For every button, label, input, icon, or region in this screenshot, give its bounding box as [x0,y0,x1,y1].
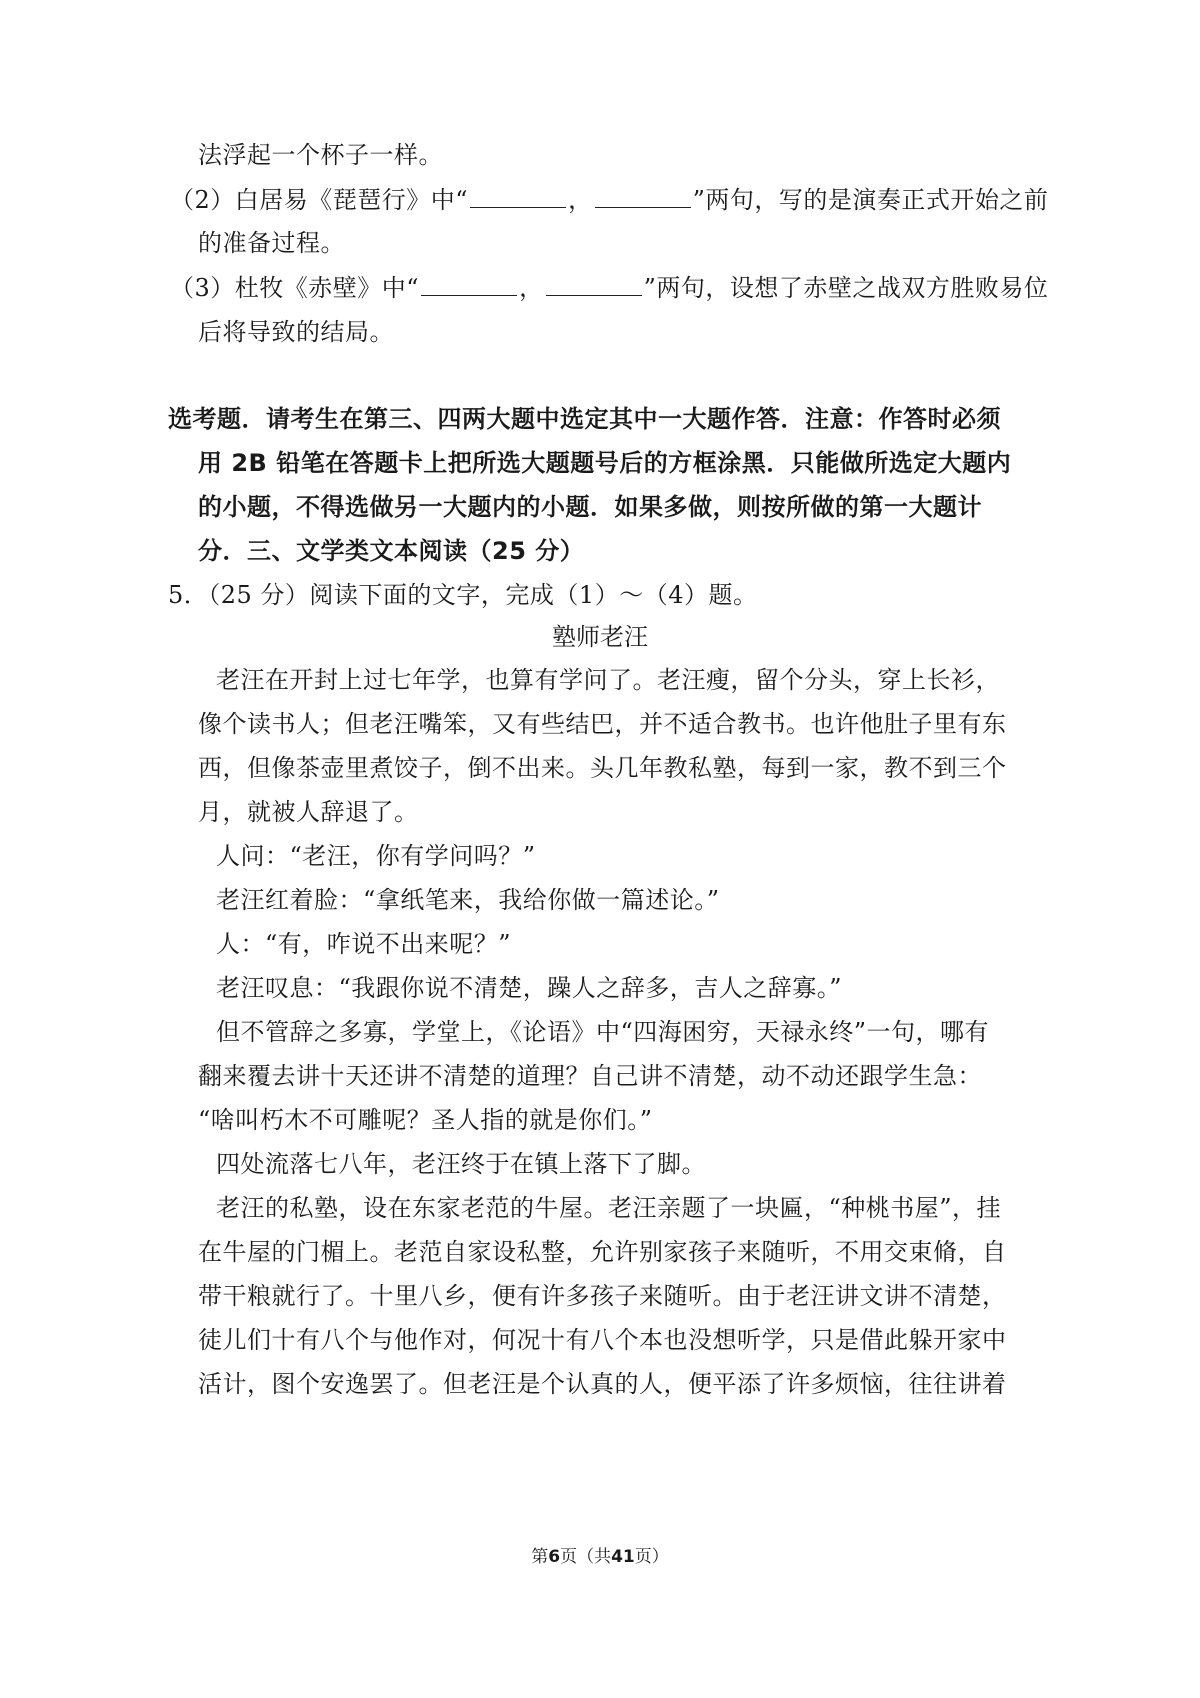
article-line: 活计，图个安逸罢了。但老汪是个认真的人，便平添了许多烦恼，往往讲着 [198,1370,1007,1398]
article-line: 老汪的私塾，设在东家老范的牛屋。老汪亲题了一块匾，“种桃书屋”，挂 [216,1194,1002,1222]
article-line: 老汪红着脸：“拿纸笔来，我给你做一篇述论。” [216,886,720,914]
article-line: 月，就被人辞退了。 [198,798,419,826]
article-line: 像个读书人；但老汪嘴笨，又有些结巴，并不适合教书。也许他肚子里有东 [198,710,1007,738]
section-heading: 分．三、文学类文本阅读（25 分） [198,537,585,565]
answer-blank[interactable] [421,273,517,296]
article-title: 塾师老汪 [552,623,648,651]
article-line: 人问：“老汪，你有学问吗？” [216,842,536,870]
answer-blank[interactable] [470,185,566,208]
total-page-count: 41 [611,1547,635,1567]
article-line: 四处流落七八年，老汪终于在镇上落下了脚。 [216,1150,706,1178]
article-line: 在牛屋的门楣上。老范自家设私整，允许别家孩子来随听，不用交束脩，自 [198,1238,1007,1266]
section-instruction-line: 的小题，不得选做另一大题内的小题．如果多做，则按所做的第一大题计 [198,493,982,521]
article-line: 翻来覆去讲十天还讲不清楚的道理？自己讲不清楚，动不动还跟学生急： [198,1062,982,1090]
question-3-number: （3） [170,274,235,302]
current-page-number: 6 [548,1547,561,1567]
continued-line: 法浮起一个杯子一样。 [198,141,443,169]
question-5-prompt: 5．（25 分）阅读下面的文字，完成（1）～（4）题。 [168,581,758,609]
comma: ， [519,274,544,302]
question-3-prefix: 杜牧《赤壁》中“ [234,274,420,302]
question-3-line-1 [170,271,1048,305]
article-line: 徒儿们十有八个与他作对，何况十有八个本也没想听学，只是借此躲开家中 [198,1326,1007,1354]
article-line: 老汪叹息：“我跟你说不清楚，躁人之辞多，吉人之辞寡。” [216,974,843,1002]
footer-middle: 页（共 [560,1547,612,1567]
section-instruction-line: 选考题．请考生在第三、四两大题中选定其中一大题作答．注意：作答时必须 [168,405,1001,433]
question-3-suffix: ”两句，设想了赤壁之战双方胜败易位 [643,274,1049,302]
comma: ， [568,186,593,214]
answer-blank[interactable] [595,185,691,208]
page-footer [0,1545,1200,1569]
article-line: 西，但像茶壶里煮饺子，倒不出来。头几年教私塾，每到一家，教不到三个 [198,754,1007,782]
question-2-line-1 [170,183,1048,217]
footer-prefix: 第 [531,1547,549,1567]
footer-suffix: 页） [634,1547,669,1567]
answer-blank[interactable] [546,273,642,296]
article-line: “啥叫朽木不可雕呢？圣人指的就是你们。” [198,1106,653,1134]
section-instruction-line: 用 2B 铅笔在答题卡上把所选大题题号后的方框涂黑．只能做所选定大题内 [198,449,1012,477]
question-2-line-2: 的准备过程。 [198,229,345,257]
question-2-number: （2） [170,186,235,214]
article-line: 老汪在开封上过七年学，也算有学问了。老汪瘦，留个分头，穿上长衫， [216,666,1000,694]
article-line: 人：“有，咋说不出来呢？” [216,930,512,958]
question-2-suffix: ”两句，写的是演奏正式开始之前 [692,186,1049,214]
question-3-line-2: 后将导致的结局。 [198,318,394,346]
question-2-prefix: 白居易《琵琶行》中“ [234,186,469,214]
article-line: 带干粮就行了。十里八乡，便有许多孩子来随听。由于老汪讲文讲不清楚， [198,1282,1007,1310]
article-line: 但不管辞之多寡，学堂上，《论语》中“四海困穷，天禄永终”一句，哪有 [216,1018,990,1046]
